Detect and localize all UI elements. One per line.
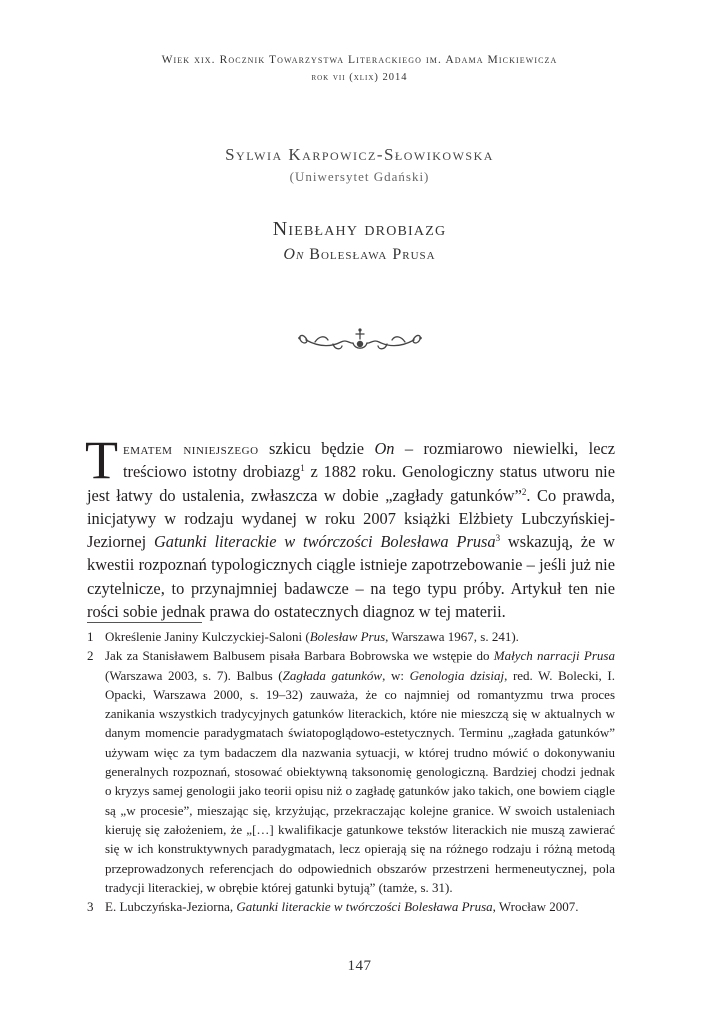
title-block [0,216,719,266]
footnote-divider [87,622,202,623]
footnote-italic: Genologia dzisiaj [409,667,505,683]
journal-header [0,52,719,86]
author-affiliation: (Uniwersytet Gdański) [289,169,430,184]
floral-ornament-icon [295,326,425,356]
footnote-number: 1 [87,629,94,644]
book-title: Gatunki literackie w twórczości Bolesława Prusa [153,532,496,552]
article-subtitle [0,244,719,266]
footnote-text: , red. W. Bolecki, I. Opacki, Warszawa 2000, s. 19–32) zauważa, że co najmniej od romantyzmu trwa proces zanikania wszystkich tradycyjnych gatunków literackich, które nie mieszczą się w aktualnych w danym momencie paradygmatach światopoglądowo-estetycznych. Terminu „zagłada gatunków” używam więc za tym badaczem dla nazwania sytuacji, w której trudno mówić o dokonywaniu generalnych rozpoznań, stosować obiektywną taksonomię genologiczną. Bardziej chodzi jednak o kryzys samej genologii jako teorii opisu niż o zagładę gatunków jako takich, one bowiem ciągle są „w procesie”, mieszając się, krzyżując, przekraczając kolejne granice. W swoich ustaleniach kieruję się założeniem, że „[…] kwalifikacje gatunkowe tekstów literackich nie muszą zawierać się w ich konstruktywnych paradygmatach, lecz opierają się na różnego rodzaju i różną metodą przeprowadzonych referencjach do odpowiednich obszarów przestrzeni hermeneutycznej, pola tradycji literackiej, w obrębie której gatunki bytują” (tamże, s. 31). [105,667,616,895]
body-text-segment: z 1882 roku. Genologiczny status utworu nie jest łatwy do ustalenia, zwłaszcza w dobie „zagłady gatunków” [87,462,615,505]
footnote-italic: Bolesław Prus [309,629,386,644]
page-number: 147 [347,958,372,974]
body-text-segment: . Co prawda, inicjatywy w rodzaju wydanej w roku 2007 książki Elżbiety Lubczyńskiej-Jeziornej [87,485,616,552]
body-text-segment: – rozmiarowo niewielki, lecz treściowo istotny drobiazg [123,439,616,482]
footnote-3 [87,897,615,916]
footnote-number: 3 [87,899,94,915]
footnote-text: , Wrocław 2007. [492,899,579,915]
footnote-text: E. Lubczyńska-Jeziorna, [105,899,237,915]
footnote-italic: Gatunki literackie w twórczości Bolesława Prusa [236,899,493,915]
footnote-ref-2[interactable]: 2 [521,486,527,497]
footnote-text: Jak za Stanisławem Balbusem pisała Barbara Bobrowska we wstępie do [105,648,494,664]
footnote-italic: Małych narracji Prusa [493,648,615,664]
subtitle-rest: Bolesława Prusa [304,246,436,263]
footnote-text: , Warszawa 1967, s. 241). [385,629,519,644]
footnote-ref-1[interactable]: 1 [300,463,305,474]
drop-cap: T [85,430,118,490]
footnote-text: (Warszawa 2003, s. 7). Balbus ( [105,667,283,683]
author-name: Sylwia Karpowicz-Słowikowska [225,145,494,164]
article-title: Niebłahy drobiazg [272,218,447,240]
subtitle-italic-part: On [283,246,305,263]
footnote-1 [87,627,615,646]
footnote-text: , w: [382,667,410,683]
footnote-number: 2 [87,648,94,664]
footnote-text: Określenie Janiny Kulczyckiej-Saloni ( [105,629,310,644]
footnote-italic: Zagłada gatunków [282,667,383,683]
footnote-ref-3[interactable]: 3 [495,533,501,544]
body-text-segment: szkicu będzie [258,439,375,458]
footnotes [87,627,615,916]
body-text-segment: wskazują, że w kwestii rozpoznań typologicznych ciągle istnieje zapotrzebowanie – jeśli już nie czytelnicze, to przynajmniej badawcze – na tego typu próby. Artykuł ten nie rości sobie jednak prawa do ostatecznych diagnoz w tej materii. [87,532,615,622]
author-block [0,144,719,186]
journal-volume: rok vii (xlix) 2014 [311,72,408,83]
work-title-on: On [374,439,395,458]
footnote-2 [87,646,615,897]
lead-words: ematem niniejszego [123,439,259,458]
journal-title: Wiek xix. Rocznik Towarzystwa Literackiego im. Adama Mickiewicza [161,54,558,66]
body-paragraph [85,430,616,623]
